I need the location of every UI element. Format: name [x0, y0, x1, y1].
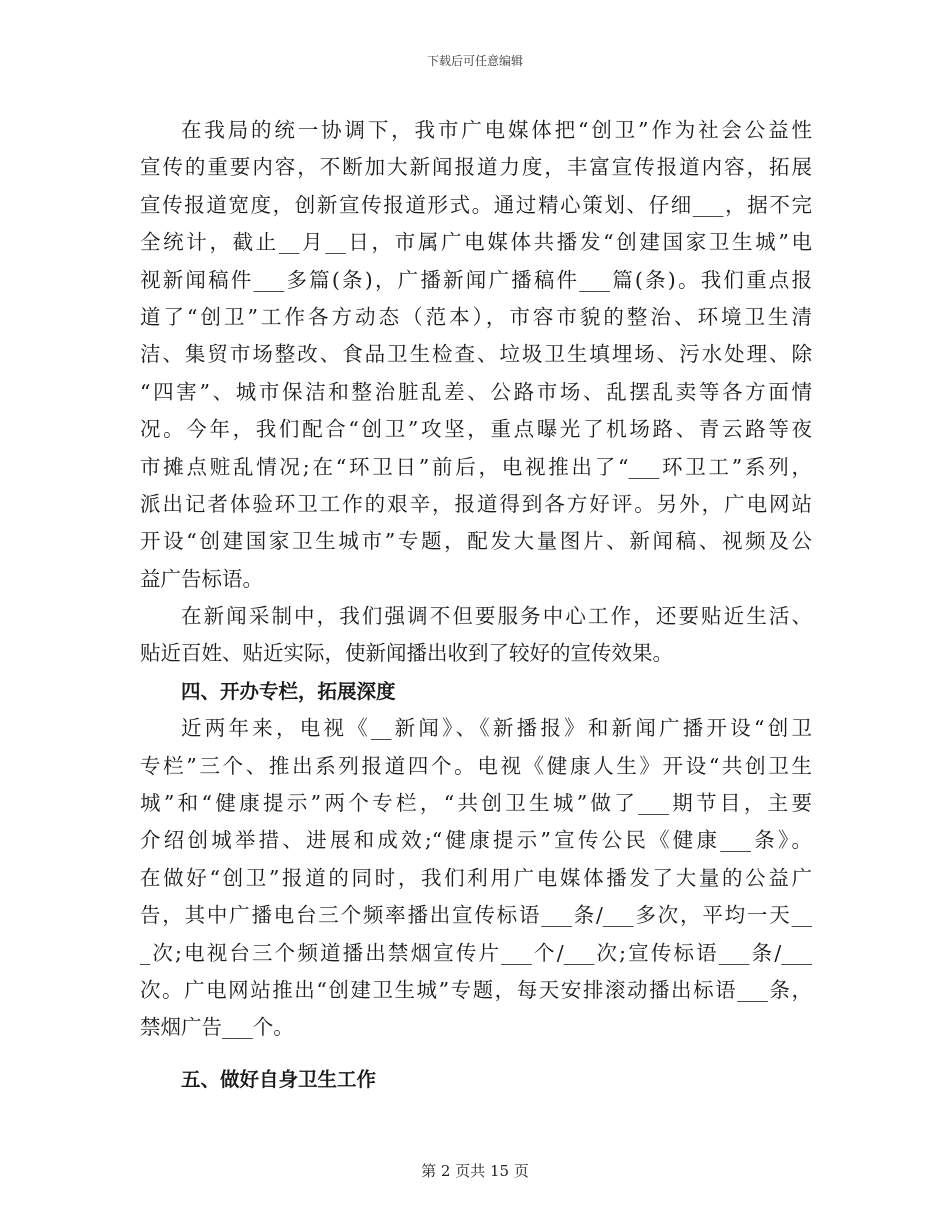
- text-line: 开设“创建国家卫生城市”专题，配发大量图片、新闻稿、视频及公: [140, 529, 812, 554]
- text-line: 贴近百姓、贴近实际，使新闻播出收到了较好的宣传效果。: [140, 641, 673, 666]
- text-line: 禁烟广告___个。: [140, 1015, 294, 1040]
- section-heading: 五、做好自身卫生工作: [181, 1067, 377, 1091]
- text-line: 在做好“创卫”报道的同时，我们利用广电媒体播发了大量的公益广: [140, 865, 812, 890]
- page-header: 下载后可任意编辑: [426, 54, 523, 68]
- text-line: 城”和“健康提示”两个专栏，“共创卫生城”做了___期节目，主要: [140, 791, 812, 816]
- text-line: 专栏”三个、推出系列报道四个。电视《健康人生》开设“共创卫生: [140, 753, 812, 778]
- text-line: 益广告标语。: [140, 566, 263, 591]
- text-line: 告，其中广播电台三个频率播出宣传标语___条/___多次，平均一天__: [140, 903, 812, 928]
- document-body: [140, 112, 812, 1098]
- text-line: “四害”、城市保洁和整治脏乱差、公路市场、乱摆乱卖等各方面情: [140, 379, 812, 404]
- paragraph: [140, 112, 812, 598]
- text-line: 视新闻稿件___多篇(条)，广播新闻广播稿件___篇(条)。我们重点报: [140, 267, 812, 292]
- text-line: 宣传报道宽度，创新宣传报道形式。通过精心策划、仔细___，据不完: [140, 192, 812, 217]
- paragraph: [140, 710, 812, 1047]
- text-line: 市摊点赃乱情况;在“环卫日”前后，电视推出了“___环卫工”系列，: [140, 454, 812, 479]
- text-line: 况。今年，我们配合“创卫”攻坚，重点曝光了机场路、青云路等夜: [140, 417, 812, 442]
- section-heading: 四、开办专栏，拓展深度: [181, 679, 396, 703]
- text-line: 近两年来，电视《__新闻》、《新播报》和新闻广播开设“创卫: [181, 716, 812, 741]
- page-footer: 第 2 页共 15 页: [421, 1162, 529, 1180]
- text-line: _次;电视台三个频道播出禁烟宣传片___个/___次;宣传标语___条/___: [140, 940, 812, 965]
- text-line: 在新闻采制中，我们强调不但要服务中心工作，还要贴近生活、: [181, 604, 812, 629]
- text-line: 道了“创卫”工作各方动态（范本），市容市貌的整治、环境卫生清: [140, 304, 812, 329]
- text-line: 次。广电网站推出“创建卫生城”专题，每天安排滚动播出标语___条，: [140, 977, 812, 1002]
- text-line: 洁、集贸市场整改、食品卫生检查、垃圾卫生填埋场、污水处理、除: [140, 342, 812, 367]
- text-line: 在我局的统一协调下，我市广电媒体把“创卫”作为社会公益性: [181, 118, 812, 142]
- text-line: 介绍创城举措、进展和成效;“健康提示”宣传公民《健康___条》。: [140, 828, 812, 853]
- text-line: 全统计，截止__月__日，市属广电媒体共播发“创建国家卫生城”电: [140, 230, 812, 255]
- paragraph: [140, 598, 812, 673]
- text-line: 派出记者体验环卫工作的艰辛，报道得到各方好评。另外，广电网站: [140, 491, 812, 516]
- text-line: 宣传的重要内容，不断加大新闻报道力度，丰富宣传报道内容，拓展: [140, 155, 812, 180]
